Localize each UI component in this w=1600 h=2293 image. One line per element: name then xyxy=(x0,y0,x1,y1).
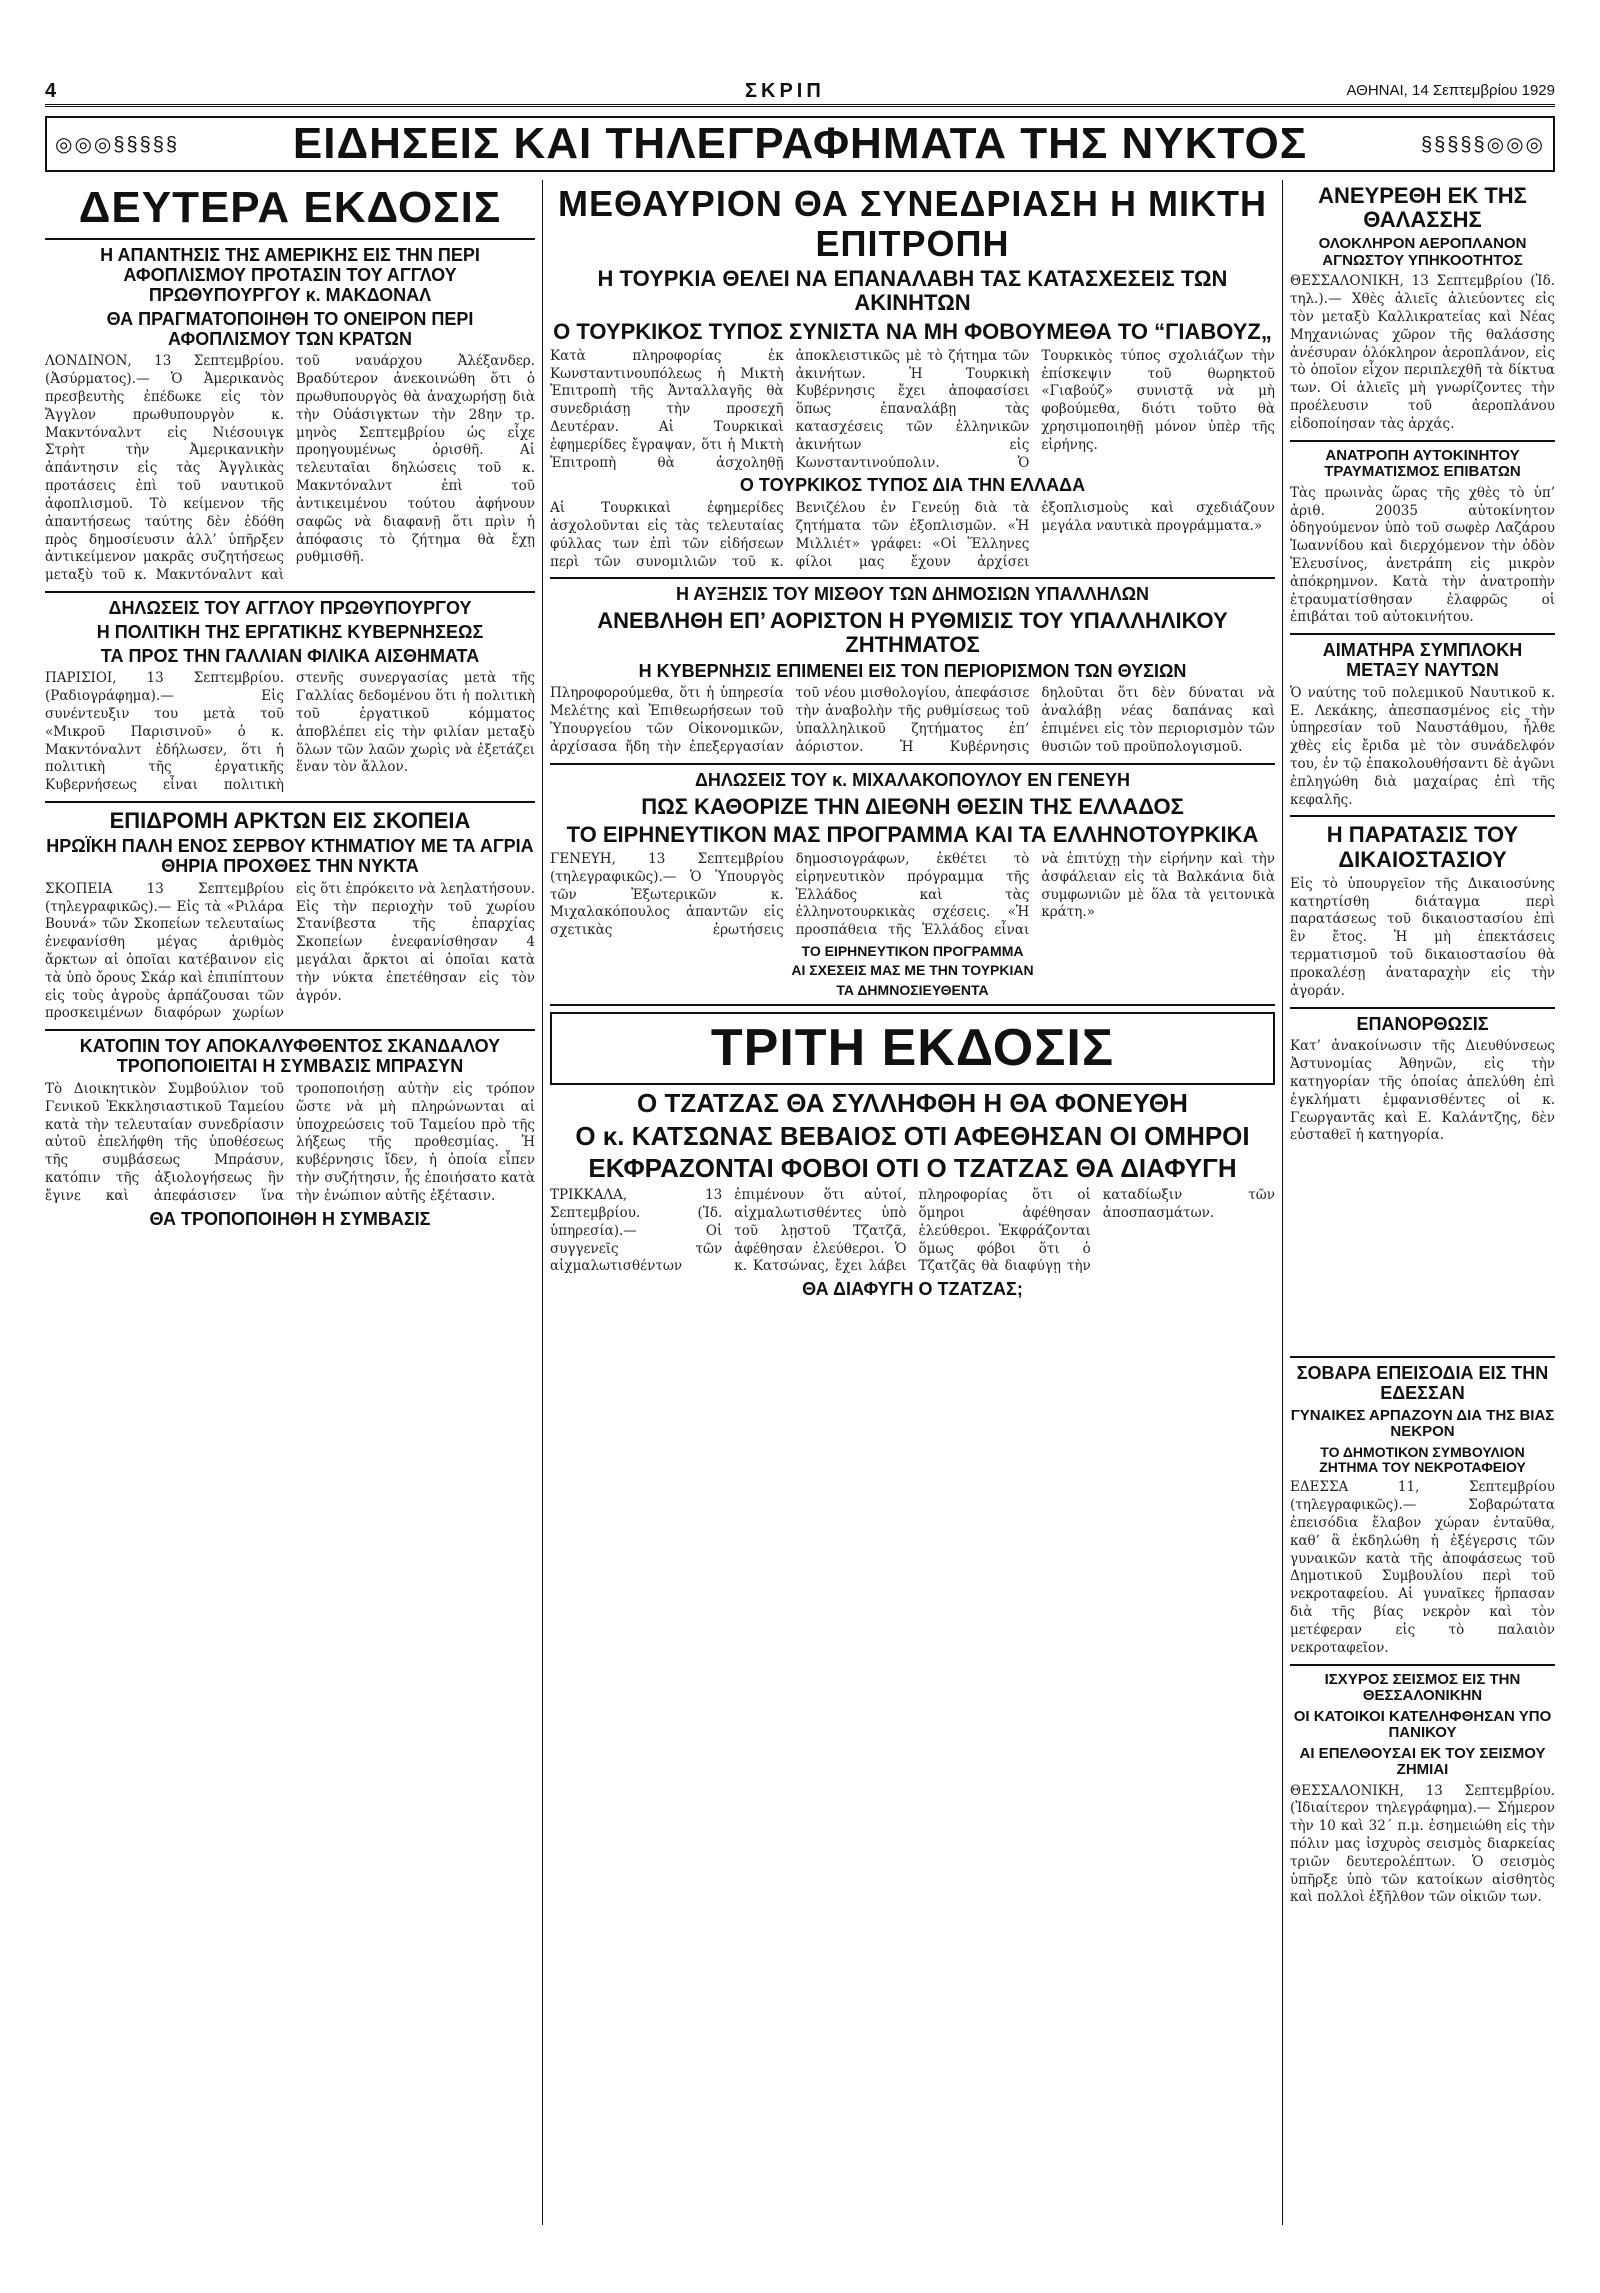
divider xyxy=(1290,1356,1555,1358)
article-body: ΣΚΟΠΕΙΑ 13 Σεπτεμβρίου (τηλεγραφικῶς).— Εἰς τὰ «Ριλάρα Βουνά» τῶν Σκοπείων τελευταίως ἐνεφανίσθη μέγας ἀριθμὸς ἄρκτων αἱ ὁποῖαι κατέβαινον εἰς τὰ ὑπὸ ὄρους Σκάρ καὶ ἐπιπίπτουν εἰς τοὺς ἀγροὺς ἀρπάζουσαι τῶν προσκειμένων διαφόρων χωρίων εἰς ὅτι ἐπρόκειτο νὰ λεηλατήσουν. Εἰς τὴν περιοχὴν τοῦ χωρίου Στανίβεστα τῆς ἐπαρχίας Σκοπείων ἐνεφανίσθησαν 4 μεγάλαι ἄρκτοι αἱ ὁποῖαι κατὰ τὴν νύκτα ἐπετέθησαν εἰς τὸν ἀγρόν. xyxy=(45,880,535,1022)
article-subheading: ΑΙ ΣΧΕΣΕΙΣ ΜΑΣ ΜΕ ΤΗΝ ΤΟΥΡΚΙΑΝ xyxy=(791,962,1034,979)
article-body: Τὰς πρωινὰς ὥρας τῆς χθὲς τὸ ὑπ’ ἀριθ. 20035 αὐτοκίνητον ὁδηγούμενον ὑπὸ τοῦ σωφὲρ Λαζάρου Ἰωαννίδου καὶ διερχόμενον τὴν ὁδὸν Ἐλευσίνος, ἀνετράπη εἰς μικρὸν ἀπόκρημνον. Κατὰ τὴν ἀνατροπὴν ἐτραυματίσθησαν ἐλαφρῶς οἱ ἐπιβάται τοῦ αὐτοκινήτου. xyxy=(1290,484,1555,626)
second-edition-heading: ΔΕΥΤΕΡΑ ΕΚΔΟΣΙΣ xyxy=(78,183,502,232)
article-title: ΔΗΛΩΣΕΙΣ ΤΟΥ κ. ΜΙΧΑΛΑΚΟΠΟΥΛΟΥ ΕΝ ΓΕΝΕΥΗ xyxy=(694,769,1131,790)
article-title: Η ΑΠΑΝΤΗΣΙΣ ΤΗΣ ΑΜΕΡΙΚΗΣ ΕΙΣ ΤΗΝ ΠΕΡΙ ΑΦΟΠΛΙΣΜΟΥ ΠΡΟΤΑΣΙΝ ΤΟΥ ΑΓΓΛΟΥ ΠΡΩΘΥΠΟΥΡΓΟΥ κ. ΜΑΚΔΟΝΑΛ xyxy=(100,245,480,305)
article-subheading: ΤΟ ΕΙΡΗΝΕΥΤΙΚΟΝ ΠΡΟΓΡΑΜΜΑ xyxy=(801,942,1024,959)
banner-title: ΕΙΔΗΣΕΙΣ ΚΑΙ ΤΗΛΕΓΡΑΦΗΜΑΤΑ ΤΗΣ ΝΥΚΤΟΣ xyxy=(292,119,1308,168)
article-title: ΑΝΑΤΡΟΠΗ ΑΥΤΟΚΙΝΗΤΟΥ ΤΡΑΥΜΑΤΙΣΜΟΣ ΕΠΙΒΑΤΩΝ xyxy=(1324,446,1521,481)
article-subtitle: ΗΡΩΪΚΗ ΠΑΛΗ ΕΝΟΣ ΣΕΡΒΟΥ ΚΤΗΜΑΤΙΟΥ ΜΕ ΤΑ ΑΓΡΙΑ ΘΗΡΙΑ ΠΡΟΧΘΕΣ ΤΗΝ ΝΥΚΤΑ xyxy=(46,836,534,876)
article-body: ΛΟΝΔΙΝΟΝ, 13 Σεπτεμβρίου. (Ἀσύρματος).— Ὁ Ἀμερικανὸς πρεσβευτὴς ἐπέδωκε εἰς τὸν Ἄγγλον πρωθυπουργὸν κ. Μακντόναλντ εἰς Νιέσουιγκ Στρὴτ τὴν Ἀμερικανικὴν ἀπάντησιν εἰς τὰς Ἀγγλικὰς προτάσεις ἐπὶ τοῦ ναυτικοῦ ἀφοπλισμοῦ. Τὸ κείμενον τῆς ἀπαντήσεως ταύτης δὲν ἐδόθη πρὸς δημοσίευσιν ἀλλ’ ὑπῆρξεν ἀντικείμενον μακρᾶς συζητήσεως μεταξὺ τοῦ κ. Μακντόναλντ καὶ τοῦ ναυάρχου Ἀλέξανδερ. Βραδύτερον ἀνεκοινώθη ὅτι ὁ πρωθυπουργὸς θὰ ἀναχωρήσῃ διὰ τὴν Οὐάσιγκτων τὴν 28ην τρ. μηνὸς Σεπτεμβρίου ὡς εἶχε προηγουμένως ὁρισθῆ. Αἱ τελευταῖαι δηλώσεις τοῦ κ. Μακντόναλντ ἐπὶ τοῦ ἀντικειμένου τούτου ἀφήνουν σαφῶς νὰ διαφανῇ ὅτι πρὶν ἡ ἀπόφασις τὸ ζήτημα θὰ ἔχῃ ρυθμισθῆ. xyxy=(45,353,535,584)
ornament-left: ◎◎◎§§§§§ xyxy=(55,134,179,156)
article-subheading: ΤΑ ΔΗΜΝΟΣΙΕΥΘΕΝΤΑ xyxy=(836,981,989,998)
divider xyxy=(1290,1007,1555,1009)
divider xyxy=(45,238,535,240)
article-body: ΠΑΡΙΣΙΟΙ, 13 Σεπτεμβρίου. (Ραδιογράφημα).— Εἰς συνέντευξιν του μετὰ τοῦ «Μικροῦ Παρισινοῦ» ὁ κ. Μακντόναλντ ἐδήλωσεν, ὅτι ἡ πολιτικὴ τῆς ἐργατικῆς Κυβερνήσεως εἶναι πολιτικὴ στενῆς συνεργασίας μετὰ τῆς Γαλλίας δεδομένου ὅτι ἡ πολιτικὴ τοῦ ἐργατικοῦ κόμματος ἀποβλέπει εἰς τὴν φιλίαν μεταξὺ ὅλων τῶν λαῶν χωρὶς νὰ ἐξετάζει ἕναν τὸν ἄλλον. xyxy=(45,670,535,794)
article-body: ΤΡΙΚΚΑΛΑ, 13 Σεπτεμβρίου. (Ἰδ. ὑπηρεσία).— Οἱ συγγενεῖς τῶν αἰχμαλωτισθέντων ἐπιμένουν ὅτι αὐτοί, αἰχμαλωτισθέντες ὑπὸ τοῦ λῃστοῦ Τζατζᾶ, ἀφέθησαν ἐλεύθεροι. Ὁ κ. Κατσώνας, ἔχει λάβει πληροφορίας ὅτι οἱ ὅμηροι ἀφέθησαν ἐλεύθεροι. Ἐκφράζονται ὅμως φόβοι ὅτι ὁ Τζατζᾶς θὰ διαφύγῃ τὴν καταδίωξιν τῶν ἀποσπασμάτων. xyxy=(550,1187,1275,1275)
section-banner xyxy=(45,116,1555,172)
article-title: ΔΗΛΩΣΕΙΣ ΤΟΥ ΑΓΓΛΟΥ ΠΡΩΘΥΠΟΥΡΓΟΥ xyxy=(108,597,472,618)
masthead xyxy=(45,80,1555,107)
article-title: ΕΠΙΔΡΟΜΗ ΑΡΚΤΩΝ ΕΙΣ ΣΚΟΠΕΙΑ xyxy=(109,808,471,834)
article-subtitle: Ο ΤΟΥΡΚΙΚΟΣ ΤΥΠΟΣ ΔΙΑ ΤΗΝ ΕΛΛΑΔΑ xyxy=(739,475,1086,496)
column-rule xyxy=(1282,180,1283,2225)
article-body: Τὸ Διοικητικὸν Συμβούλιον τοῦ Γενικοῦ Ἐκκλησιαστικοῦ Ταμείου κατὰ τὴν τελευταίαν συνεδρίασιν αὐτοῦ ἐπελήφθη τῆς ὑποθέσεως τῆς συμβάσεως Μπράσυν, κατόπιν τῆς ἀξιολογήσεως ἣν ἔγινε καὶ ἀπεφάσισεν ἵνα τροποποιήσῃ αὐτὴν εἰς τρόπον ὥστε νὰ μὴ πληρώνωνται αἱ ὑποχρεώσεις τοῦ Ταμείου πρὸ τῆς λήξεως τῆς προθεσμίας. Ἡ κυβέρνησις ἴδεν, ἡ ὁποία εἶπεν τὴν συζήτησιν, ἧς ἐποιήσατο κατὰ τὴν ἐνώπιον αὐτῆς ἐξέτασιν. xyxy=(45,1080,535,1204)
divider xyxy=(45,591,535,593)
article-title: ΣΟΒΑΡΑ ΕΠΕΙΣΟΔΙΑ ΕΙΣ ΤΗΝ ΕΔΕΣΣΑΝ xyxy=(1296,1363,1549,1403)
bottom-right-block xyxy=(1290,1350,1555,2225)
article-subtitle: ΘΑ ΠΡΑΓΜΑΤΟΠΟΙΗΘΗ ΤΟ ΟΝΕΙΡΟΝ ΠΕΡΙ ΑΦΟΠΛΙΣΜΟΥ ΤΩΝ ΚΡΑΤΩΝ xyxy=(106,308,474,349)
article-body: Πληροφορούμεθα, ὅτι ἡ ὑπηρεσία Μελέτης καὶ Ἐπιθεωρήσεων τοῦ Ὑπουργείου τῶν Οἰκονομικῶν, ἀρχίσασα ἤδη τὴν ἐπεξεργασίαν τοῦ νέου μισθολογίου, ἀπεφάσισε τὴν ἀναβολὴν τῆς ρυθμίσεως τοῦ ὑπαλληλικοῦ ζητήματος ἐπ’ ἀόριστον. Ἡ Κυβέρνησις δηλοῦται ὅτι δὲν δύναται νὰ ἀναλάβῃ νέας δαπάνας καὶ ἐπιμένει εἰς τὸν περιορισμὸν τῶν θυσιῶν τοῦ προϋπολογισμοῦ. xyxy=(550,685,1275,755)
divider xyxy=(550,763,1275,765)
article-title: ΕΠΑΝΟΡΘΩΣΙΣ xyxy=(1356,1013,1489,1034)
article-subtitle: ΟΛΟΚΛΗΡΟΝ ΑΕΡΟΠΛΑΝΟΝ ΑΓΝΩΣΤΟΥ ΥΠΗΚΟΟΤΗΤΟΣ xyxy=(1318,235,1527,269)
article-body: ΕΔΕΣΣΑ 11, Σεπτεμβρίου (τηλεγραφικῶς).— Σοβαρώτατα ἐπεισόδια ἔλαβον χώραν ἐνταῦθα, καθ’ ἃ ἐκδηλώθη ἡ ἐξέγερσις τῶν γυναικῶν κατὰ τῆς ἀποφάσεως τοῦ Δημοτικοῦ Συμβουλίου περὶ τοῦ νεκροταφείου. Αἱ γυναῖκες ἥρπασαν διὰ τῆς βίας νεκρὸν καὶ τὸν μετέφεραν εἰς τὸ παλαιὸν νεκροταφεῖον. xyxy=(1290,1479,1555,1656)
divider xyxy=(550,1004,1275,1006)
article-title: Η ΑΥΞΗΣΙΣ ΤΟΥ ΜΙΣΘΟΥ ΤΩΝ ΔΗΜΟΣΙΩΝ ΥΠΑΛΛΗΛΩΝ xyxy=(675,584,1150,605)
article-body: Εἰς τὸ ὑπουργεῖον τῆς Δικαιοσύνης κατηρτίσθη διάταγμα περὶ παρατάσεως τοῦ δικαιοστασίου ἐπὶ ἓν ἔτος. Ἡ μὴ ἐπεκτάσεις τερματισμοῦ τοῦ δικαιοστασίου θὰ προκαλέσῃ ἀναταραχὴν εἰς τὴν ἀγοράν. xyxy=(1290,875,1555,999)
third-edition-box xyxy=(550,1012,1275,1085)
divider xyxy=(550,577,1275,579)
article-subtitle: ΕΚΦΡΑΖΟΝΤΑΙ ΦΟΒΟΙ ΟΤΙ Ο ΤΖΑΤΖΑΣ ΘΑ ΔΙΑΦΥΓΗ xyxy=(588,1153,1237,1184)
paper-name: ΣΚΡΙΠ xyxy=(745,80,825,102)
divider xyxy=(1290,815,1555,817)
article-subtitle: ΤΟ ΔΗΜΟΤΙΚΟΝ ΣΥΜΒΟΥΛΙΟΝ ΖΗΤΗΜΑ ΤΟΥ ΝΕΚΡΟΤΑΦΕΙΟΥ xyxy=(1319,1443,1526,1475)
column-rule xyxy=(542,180,543,2225)
article-body: Κατὰ πληροφορίας ἐκ Κωνσταντινουπόλεως ἡ Μικτὴ Ἐπιτροπὴ τῆς Ἀνταλλαγῆς θὰ συνεδριάσῃ τὴν προσεχῆ Δευτέραν. Αἱ Τουρκικαὶ ἐφημερίδες ἔγραψαν, ὅτι ἡ Μικτὴ Ἐπιτροπὴ θὰ ἀσχοληθῇ ἀποκλειστικῶς μὲ τὸ ζήτημα τῶν ἀκινήτων. Ἡ Τουρκικὴ Κυβέρνησις ἔχει ἀποφασίσει ὅπως ἐπαναλάβῃ τὰς κατασχέσεις τῶν ἑλληνικῶν ἀκινήτων εἰς Κωνσταντινούπολιν. Ὁ Τουρκικὸς τύπος σχολιάζων τὴν ἐπίσκεψιν τοῦ θωρηκτοῦ «Γιαβούζ» συνιστᾷ νὰ μὴ φοβούμεθα, διότι τοῦτο θὰ χρησιμοποιηθῇ μόνον ὑπὲρ τῆς εἰρήνης. xyxy=(550,347,1275,471)
article-subtitle: ΠΩΣ ΚΑΘΟΡΙΖΕ ΤΗΝ ΔΙΕΘΝΗ ΘΕΣΙΝ ΤΗΣ ΕΛΛΑΔΟΣ xyxy=(641,793,1184,819)
article-subtitle: ΤΑ ΠΡΟΣ ΤΗΝ ΓΑΛΛΙΑΝ ΦΙΛΙΚΑ ΑΙΣΘΗΜΑΤΑ xyxy=(100,645,480,666)
article-subtitle: ΑΙ ΕΠΕΛΘΟΥΣΑΙ ΕΚ ΤΟΥ ΣΕΙΣΜΟΥ ΖΗΜΙΑΙ xyxy=(1299,1744,1546,1778)
article-subtitle: ΘΑ ΤΡΟΠΟΠΟΙΗΘΗ Η ΣΥΜΒΑΣΙΣ xyxy=(149,1208,431,1229)
article-subtitle: ΑΝΕΒΛΗΘΗ ΕΠ’ ΑΟΡΙΣΤΟΝ Η ΡΥΘΜΙΣΙΣ ΤΟΥ ΥΠΑΛΛΗΛΙΚΟΥ ΖΗΤΗΜΑΤΟΣ xyxy=(597,608,1228,658)
article-body: ΘΕΣΣΑΛΟΝΙΚΗ, 13 Σεπτεμβρίου (Ἰδ. τηλ.).— Χθὲς ἁλιεῖς ἀλιεύοντες εἰς τὸν μεταξὺ Καλλικρατείας καὶ Νέας Μηχανιώνας χῶρον τῆς θαλάσσης ἀνέσυραν ὁλόκληρον ἀεροπλάνον, εἰς τὸ ὁποῖον εἶχον περιπλεχθῆ τὰ δίκτυα των. Οἱ ἁλιεῖς μὴ γνωρίζοντες τὴν προέλευσιν τοῦ ἀεροπλάνου εἰδοποίησαν τὰς ἀρχάς. xyxy=(1290,273,1555,432)
article-subtitle: ΤΟ ΕΙΡΗΝΕΥΤΙΚΟΝ ΜΑΣ ΠΡΟΓΡΑΜΜΑ ΚΑΙ ΤΑ ΕΛΛΗΝΟΤΟΥΡΚΙΚΑ xyxy=(566,821,1259,847)
article-body: ΘΕΣΣΑΛΟΝΙΚΗ, 13 Σεπτεμβρίου. (Ἰδιαίτερον τηλεγράφημα).— Σήμερον τὴν 10 καὶ 32΄ π.μ. ἐσημειώθη εἰς τὴν πόλιν μας ἰσχυρὸς σεισμὸς διαρκείας τριῶν δευτερολέπτων. Ὁ σεισμὸς ὑπῆρξε ὑπὸ τῶν κατοίκων αἰσθητὸς καὶ πολλοὶ ἐξῆλθον τῶν οἰκιῶν των. xyxy=(1290,1782,1555,1906)
divider xyxy=(45,801,535,803)
article-body: Κατ’ ἀνακοίνωσιν τῆς Διευθύνσεως Ἀστυνομίας Ἀθηνῶν, εἰς τὴν κατηγορίαν τῆς ὁποίας ἀπελύθη ἐπὶ ἐγκλήματι ἐμφανισθέντες οἱ κ. Γεωργαντᾶς καὶ Ε. Καλάντζης, δὲν εὐσταθεῖ ἡ κατηγορία. xyxy=(1290,1038,1555,1144)
article-subtitle: ΟΙ ΚΑΤΟΙΚΟΙ ΚΑΤΕΛΗΦΘΗΣΑΝ ΥΠΟ ΠΑΝΙΚΟΥ xyxy=(1293,1707,1552,1741)
article-body: Ὁ ναύτης τοῦ πολεμικοῦ Ναυτικοῦ κ. Ε. Λεκάκης, ἀπεσπασμένος εἰς τὴν ὑπηρεσίαν τοῦ Ναυστάθμου, ἦλθε χθὲς εἰς ἔριδα μὲ τὸν συνάδελφόν του, ἐν τῷ ἐπακολουθήσαντι δὲ ἀγῶνι ἐπληγώθη διὰ μαχαίρας ἐπὶ τῆς κεφαλῆς. xyxy=(1290,684,1555,808)
article-subheading: ΘΑ ΔΙΑΦΥΓΗ Ο ΤΖΑΤΖΑΣ; xyxy=(802,1279,1023,1300)
left-column xyxy=(45,180,535,2225)
article-title: Η ΠΑΡΑΤΑΣΙΣ ΤΟΥ ΔΙΚΑΙΟΣΤΑΣΙΟΥ xyxy=(1326,822,1519,872)
page-number: 4 xyxy=(45,80,57,102)
article-title: ΑΝΕΥΡΕΘΗ ΕΚ ΤΗΣ ΘΑΛΑΣΣΗΣ xyxy=(1318,183,1527,233)
divider xyxy=(1290,440,1555,442)
article-title: ΚΑΤΟΠΙΝ ΤΟΥ ΑΠΟΚΑΛΥΦΘΕΝΤΟΣ ΣΚΑΝΔΑΛΟΥ ΤΡΟΠΟΠΟΙΕΙΤΑΙ Η ΣΥΜΒΑΣΙΣ ΜΠΡΑΣΥΝ xyxy=(79,1036,501,1077)
divider xyxy=(45,1029,535,1031)
article-title: ΜΕΘΑΥΡΙΟΝ ΘΑ ΣΥΝΕΔΡΙΑΣΗ Η ΜΙΚΤΗ ΕΠΙΤΡΟΠΗ xyxy=(558,183,1267,264)
newspaper-page xyxy=(45,80,1555,2230)
center-column xyxy=(550,180,1275,2225)
divider xyxy=(1290,1664,1555,1666)
third-edition-heading: ΤΡΙΤΗ ΕΚΔΟΣΙΣ xyxy=(710,1019,1115,1078)
article-subtitle: Η ΠΟΛΙΤΙΚΗ ΤΗΣ ΕΡΓΑΤΙΚΗΣ ΚΥΒΕΡΝΗΣΕΩΣ xyxy=(96,621,484,642)
article-subtitle: Ο ΤΟΥΡΚΙΚΟΣ ΤΥΠΟΣ ΣΥΝΙΣΤΑ ΝΑ ΜΗ ΦΟΒΟΥΜΕΘΑ ΤΟ “ΓΙΑΒΟΥΖ„ xyxy=(553,318,1272,344)
article-title: ΑΙΜΑΤΗΡΑ ΣΥΜΠΛΟΚΗ ΜΕΤΑΞΥ ΝΑΥΤΩΝ xyxy=(1322,640,1523,680)
issue-date: ΑΘΗΝΑΙ, 14 Σεπτεμβρίου 1929 xyxy=(1346,82,1555,99)
ornament-right: §§§§§◎◎◎ xyxy=(1421,134,1545,156)
article-title: Ο ΤΖΑΤΖΑΣ ΘΑ ΣΥΛΛΗΦΘΗ Η ΘΑ ΦΟΝΕΥΘΗ xyxy=(637,1088,1188,1119)
article-subtitle: Ο κ. ΚΑΤΣΩΝΑΣ ΒΕΒΑΙΟΣ ΟΤΙ ΑΦΕΘΗΣΑΝ ΟΙ ΟΜΗΡΟΙ xyxy=(575,1120,1250,1151)
article-subtitle: Η ΤΟΥΡΚΙΑ ΘΕΛΕΙ ΝΑ ΕΠΑΝΑΛΑΒΗ ΤΑΣ ΚΑΤΑΣΧΕΣΕΙΣ ΤΩΝ ΑΚΙΝΗΤΩΝ xyxy=(597,266,1228,316)
article-subtitle: ΓΥΝΑΙΚΕΣ ΑΡΠΑΖΟΥΝ ΔΙΑ ΤΗΣ ΒΙΑΣ ΝΕΚΡΟΝ xyxy=(1290,1406,1555,1441)
article-body: Αἱ Τουρκικαὶ ἐφημερίδες ἀσχολοῦνται εἰς τὰς τελευταίας φύλλας των ἐπὶ τῶν εἰδήσεων περὶ τῶν συνομιλιῶν τοῦ κ. Βενιζέλου ἐν Γενεύῃ διὰ τὰ ζητήματα τῶν ἐξοπλισμῶν. «Ἡ Μιλλιέτ» γράφει: «Οἱ Ἕλληνες φίλοι μας ἔχουν ἀρχίσει ἐξοπλισμοὺς καὶ σχεδιάζουν μεγάλα ναυτικὰ προγράμματα.» xyxy=(550,500,1275,570)
divider xyxy=(1290,633,1555,635)
article-subtitle: Η ΚΥΒΕΡΝΗΣΙΣ ΕΠΙΜΕΝΕΙ ΕΙΣ ΤΟΝ ΠΕΡΙΟΡΙΣΜΟΝ ΤΩΝ ΘΥΣΙΩΝ xyxy=(638,660,1187,681)
article-title: ΙΣΧΥΡΟΣ ΣΕΙΣΜΟΣ ΕΙΣ ΤΗΝ ΘΕΣΣΑΛΟΝΙΚΗΝ xyxy=(1324,1670,1521,1704)
article-body: ΓΕΝΕΥΗ, 13 Σεπτεμβρίου (τηλεγραφικῶς).— Ὁ Ὑπουργὸς τῶν Ἐξωτερικῶν κ. Μιχαλακόπουλος ἀπαντῶν εἰς σχετικὰς ἐρωτήσεις δημοσιογράφων, ἐκθέτει τὸ εἰρηνευτικὸν πρόγραμμα τῆς Ἑλλάδος καὶ τὰς ἐλληνοτουρκικὰς σχέσεις. «Ἡ προσπάθεια τῆς Ἑλλάδος εἶναι νὰ ἐπιτύχῃ τὴν εἰρήνην καὶ τὴν ἀσφάλειαν εἰς τὰ Βαλκάνια διὰ συμφωνιῶν μὲ ὅλα τὰ γειτονικὰ κράτη.» xyxy=(550,850,1275,939)
